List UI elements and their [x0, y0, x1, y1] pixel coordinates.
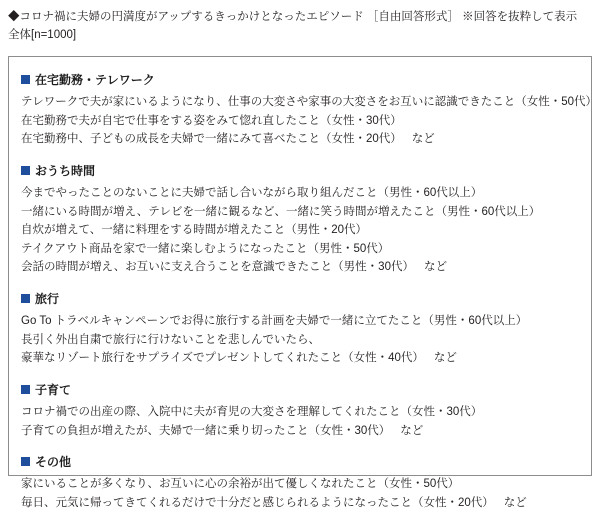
item-text: 会話の時間が増え、お互いに支え合うことを意識できたこと（男性・30代） — [21, 261, 414, 274]
list-item — [21, 93, 598, 112]
section-telework — [21, 71, 598, 149]
square-bullet-icon — [21, 166, 30, 175]
section-heading — [21, 290, 579, 307]
section-title: 子育て — [35, 382, 72, 397]
item-text: 家にいることが多くなり、お互いに心の余裕が出て優しくなれたこと（女性・50代） — [21, 478, 460, 491]
item-text: 子育ての負担が増えたが、夫婦で一緒に乗り切ったこと（女性・30代） — [21, 424, 391, 437]
section-childcare — [21, 381, 579, 440]
item-text: 一緒にいる時間が増え、テレビを一緒に観るなど、一緒に笑う時間が増えたこと（男性・60代以上） — [21, 205, 541, 218]
section-heading — [21, 162, 579, 179]
content-panel — [8, 56, 598, 509]
section-title: おうち時間 — [35, 163, 96, 178]
section-heading — [21, 71, 579, 88]
square-bullet-icon — [21, 457, 30, 466]
header-title: ◆コロナ禍に夫婦の円満度がアップするきっかけとなったエピソード ［自由回答形式］ ※回答を抜粋して表示 — [8, 11, 578, 23]
section-title: 旅行 — [35, 292, 60, 306]
item-text: 今までやったことのないことに夫婦で話し合いながら取り組んだこと（男性・60代以上） — [21, 186, 483, 199]
list-item — [21, 475, 579, 494]
item-text: 在宅勤務中、子どもの成長を夫婦で一緒にみて喜べたこと（女性・20代） — [21, 133, 402, 146]
section-heading — [21, 453, 579, 470]
square-bullet-icon — [21, 294, 30, 303]
section-home-time — [21, 162, 579, 277]
item-suffix: など — [503, 496, 527, 509]
list-item — [21, 258, 579, 277]
sections-container — [9, 57, 598, 518]
list-item — [21, 112, 579, 131]
document-header — [0, 0, 600, 45]
item-text: 自炊が増えて、一緒に料理をする時間が増えたこと（男性・20代） — [21, 224, 368, 237]
item-text: 毎日、元気に帰ってきてくれるだけで十分だと感じられるようになったこと（女性・20代） — [21, 496, 494, 509]
item-suffix: など — [423, 261, 447, 274]
item-text: 長引く外出自粛で旅行に行けないことを悲しんでいたら、 — [21, 333, 320, 346]
item-text: テレワークで夫が家にいるようになり、仕事の大変さや家事の大変さをお互いに認識できたこと（女性・50代） — [21, 96, 598, 108]
list-item — [21, 221, 579, 240]
list-item — [21, 240, 579, 259]
item-text: 在宅勤務で夫が自宅で仕事をする姿をみて惚れ直したこと（女性・30代） — [21, 114, 402, 127]
list-item — [21, 203, 579, 222]
list-item — [21, 422, 579, 441]
item-text: コロナ禍での出産の際、入院中に夫が育児の大変さを理解してくれたこと（女性・30代） — [21, 405, 483, 418]
item-text: テイクアウト商品を家で一緒に楽しむようになったこと（男性・50代） — [21, 242, 390, 255]
square-bullet-icon — [21, 75, 30, 84]
list-item — [21, 130, 579, 149]
item-text: Go To トラベルキャンペーンでお得に旅行する計画を夫婦で一緒に立てたこと（男性・60代以上） — [21, 315, 528, 327]
list-item — [21, 403, 579, 422]
section-other — [21, 453, 579, 512]
list-item — [21, 494, 579, 513]
section-title: その他 — [35, 455, 72, 470]
header-subtitle: 全体[n=1000] — [8, 28, 77, 41]
section-title: 在宅勤務・テレワーク — [35, 73, 155, 87]
item-suffix: など — [433, 352, 457, 365]
list-item — [21, 184, 579, 203]
list-item — [21, 331, 579, 350]
section-heading — [21, 381, 579, 398]
item-suffix: など — [411, 133, 435, 146]
square-bullet-icon — [21, 385, 30, 394]
list-item — [21, 312, 579, 331]
item-text: 豪華なリゾート旅行をサプライズでプレゼントしてくれたこと（女性・40代） — [21, 352, 424, 365]
section-travel — [21, 290, 579, 368]
item-suffix: など — [400, 424, 424, 437]
list-item — [21, 349, 579, 368]
